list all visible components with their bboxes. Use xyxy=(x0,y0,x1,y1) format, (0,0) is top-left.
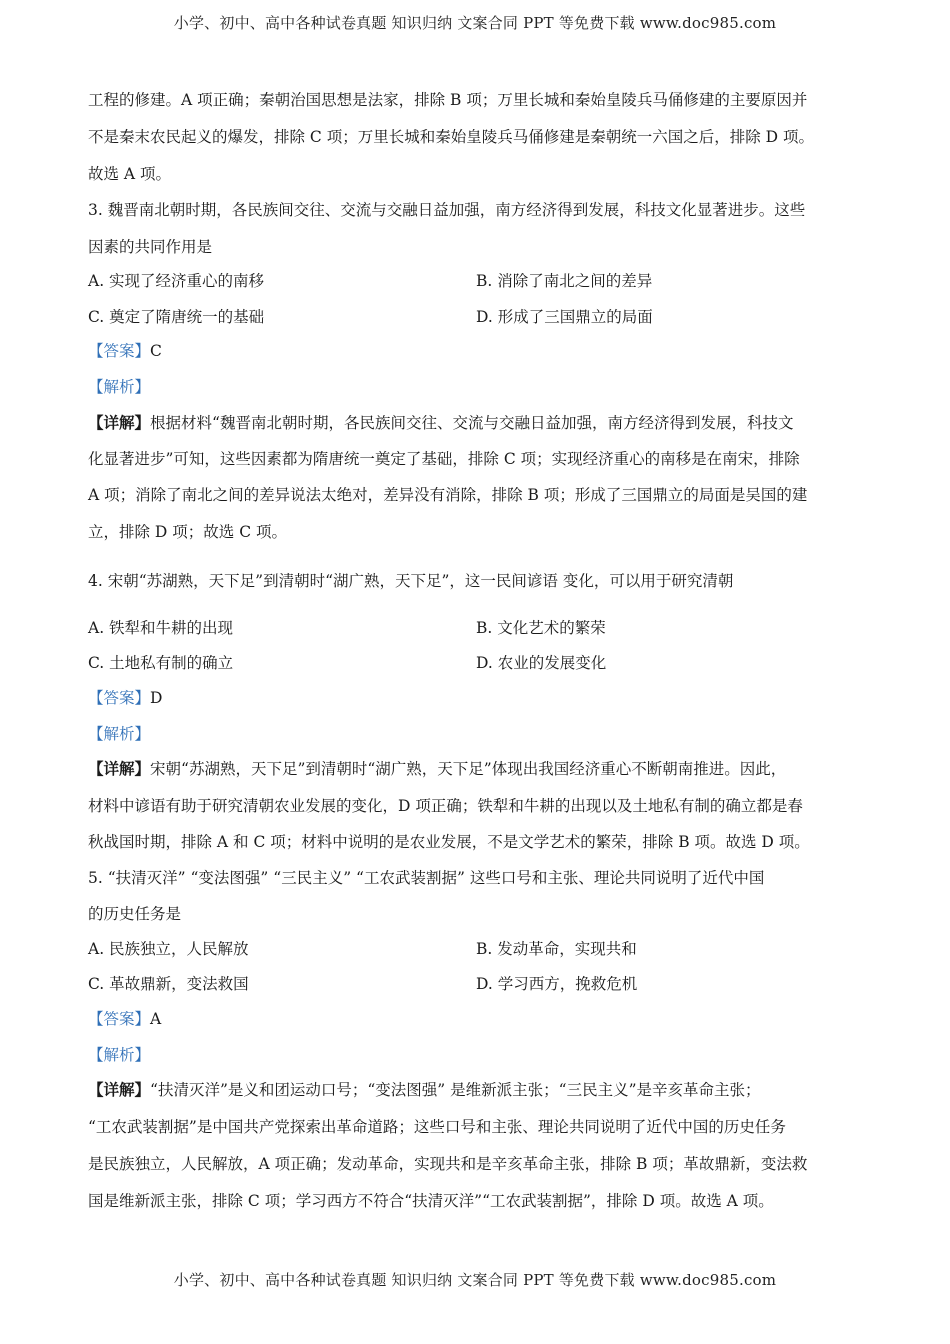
q3-detail: 【详解】根据材料“魏晋南北朝时期，各民族间交往、交流与交融日益加强，南方经济得到发展，科技文 xyxy=(88,413,794,432)
question-3-stem: 3. 魏晋南北朝时期，各民族间交往、交流与交融日益加强，南方经济得到发展，科技文化显著进步。这些 xyxy=(88,201,806,219)
q5-analysis-tag: 【解析】 xyxy=(88,1046,151,1064)
q5-detail: 是民族独立，人民解放，A 项正确；发动革命，实现共和是辛亥革命主张，排除 B 项；革故鼎新，变法救 xyxy=(88,1155,808,1173)
q3-option-b: B. 消除了南北之间的差异 xyxy=(476,272,653,290)
q5-option-d: D. 学习西方，挽救危机 xyxy=(476,975,638,993)
detail-tag: 【详解】 xyxy=(88,1080,151,1099)
q5-detail: 【详解】“扶清灭洋”是义和团运动口号；“变法图强” 是维新派主张；“三民主义”是辛亥革命主张； xyxy=(88,1080,761,1099)
page-footer: 小学、初中、高中各种试卷真题 知识归纳 文案合同 PPT 等免费下载 www.doc985.com xyxy=(173,1271,777,1289)
answer-tag: 【答案】 xyxy=(88,342,151,360)
q3-option-c: C. 奠定了隋唐统一的基础 xyxy=(88,308,265,326)
q3-detail: 化显著进步”可知，这些因素都为隋唐统一奠定了基础，排除 C 项；实现经济重心的南移是在南宋，排除 xyxy=(88,450,800,468)
answer-tag: 【答案】 xyxy=(88,689,151,707)
q3-option-d: D. 形成了三国鼎立的局面 xyxy=(476,308,653,326)
detail-tag: 【详解】 xyxy=(88,413,151,432)
text-line: 故选 A 项。 xyxy=(88,165,172,183)
q4-detail: 材料中谚语有助于研究清朝农业发展的变化，D 项正确；铁犁和牛耕的出现以及土地私有制的确立都是春 xyxy=(88,797,803,815)
q4-detail: 【详解】宋朝“苏湖熟，天下足”到清朝时“湖广熟，天下足”体现出我国经济重心不断朝南推进。因此， xyxy=(88,759,787,778)
q4-answer xyxy=(88,687,863,709)
answer-value: A xyxy=(150,1010,162,1028)
q4-detail: 秋战国时期，排除 A 和 C 项；材料中说明的是农业发展，不是文学艺术的繁荣，排除 B 项。故选 D 项。 xyxy=(88,833,810,851)
q3-answer xyxy=(88,340,863,362)
q4-option-b: B. 文化艺术的繁荣 xyxy=(476,619,606,637)
question-5-stem: 的历史任务是 xyxy=(88,905,182,923)
question-5-stem: 5. “扶清灭洋” “变法图强” “三民主义” “工农武装割据” 这些口号和主张、理论共同说明了近代中国 xyxy=(88,869,765,887)
answer-value: D xyxy=(150,689,163,707)
q4-option-d: D. 农业的发展变化 xyxy=(476,654,607,672)
q5-option-c: C. 革故鼎新，变法救国 xyxy=(88,975,249,993)
q5-detail: “工农武装割据”是中国共产党探索出革命道路；这些口号和主张、理论共同说明了近代中国的历史任务 xyxy=(88,1118,786,1136)
text-line: 工程的修建。A 项正确；秦朝治国思想是法家，排除 B 项；万里长城和秦始皇陵兵马俑修建的主要原因并 xyxy=(88,91,808,109)
question-4-stem: 4. 宋朝“苏湖熟，天下足”到清朝时“湖广熟，天下足”，这一民间谚语 变化，可以用于研究清朝 xyxy=(88,572,734,590)
question-3-stem: 因素的共同作用是 xyxy=(88,238,213,256)
q4-option-c: C. 土地私有制的确立 xyxy=(88,654,234,672)
answer-tag: 【答案】 xyxy=(88,1010,151,1028)
answer-value: C xyxy=(150,342,162,360)
q3-analysis-tag: 【解析】 xyxy=(88,378,151,396)
page-header: 小学、初中、高中各种试卷真题 知识归纳 文案合同 PPT 等免费下载 www.doc985.com xyxy=(173,14,777,32)
q5-detail: 国是维新派主张，排除 C 项；学习西方不符合“扶清灭洋”“工农武装割据”，排除 D 项。故选 A 项。 xyxy=(88,1192,774,1210)
q4-option-a: A. 铁犁和牛耕的出现 xyxy=(88,619,234,637)
q3-detail: 立，排除 D 项；故选 C 项。 xyxy=(88,523,287,541)
detail-tag: 【详解】 xyxy=(88,759,151,778)
q4-analysis-tag: 【解析】 xyxy=(88,725,151,743)
text-line: 不是秦末农民起义的爆发，排除 C 项；万里长城和秦始皇陵兵马俑修建是秦朝统一六国之后，排除 D 项。 xyxy=(88,128,814,146)
q3-option-a: A. 实现了经济重心的南移 xyxy=(88,272,265,290)
q5-option-a: A. 民族独立，人民解放 xyxy=(88,940,249,958)
q3-detail: A 项；消除了南北之间的差异说法太绝对，差异没有消除，排除 B 项；形成了三国鼎立的局面是吴国的建 xyxy=(88,486,808,504)
q5-answer xyxy=(88,1008,863,1030)
q5-option-b: B. 发动革命，实现共和 xyxy=(476,940,637,958)
